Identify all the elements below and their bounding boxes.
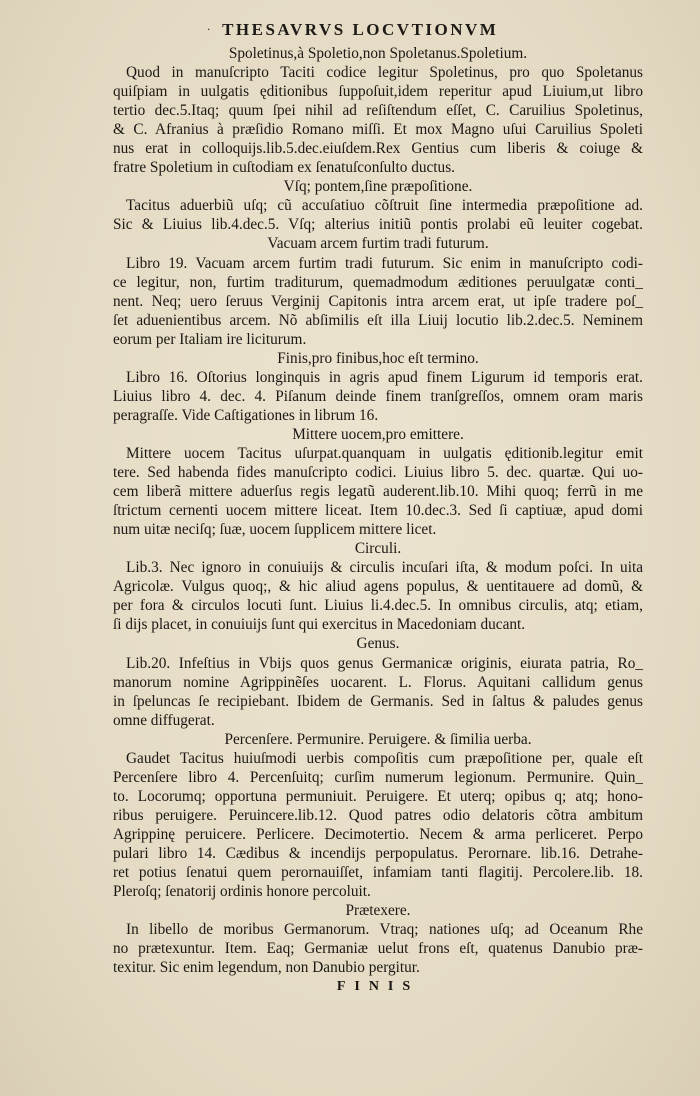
body-line: cem liberã mittere aduerſus regis legatũ auderent.lib.10. Mihi quoq; ferrũ in me: [113, 483, 643, 501]
body-line: tertio dec.5.Itaq; quum ſpei nihil ad reſiſtendum eſſet, C. Caruilius Spoletinus,: [113, 102, 643, 120]
body-line: Percenſere libro 4. Percenſuitq; curſim numerum legionum. Permunire. Quin_: [113, 768, 643, 786]
running-head-title: THESAVRVS LOCVTIONVM: [222, 20, 499, 39]
paragraph-last-line: Pleroſq; ſenatorij ordinis honore percoluit.: [113, 883, 371, 901]
running-head: [0, 20, 700, 40]
section-heading: Genus.: [356, 635, 400, 653]
body-line: ſtrictum cernenti uocem mittere liceat. Item 10.dec.3. Sed ſi captiuæ, apud domi: [113, 502, 643, 520]
paragraph-first-line: Quod in manuſcripto Taciti codice legitur Spoletinus, pro quo Spoletanus: [126, 64, 643, 82]
paragraph-first-line: Lib.3. Nec ignoro in conuiuijs & circulis incuſari iſta, & modum poſci. In uita: [126, 559, 643, 577]
section-heading: Vacuam arcem furtim tradi futurum.: [267, 235, 489, 253]
paragraph-last-line: omne diffugerat.: [113, 711, 215, 729]
body-line: quiſpiam in uulgatis ęditionibus ſuppoſuit,idem reperitur apud Liuium,ut libro: [113, 83, 643, 101]
section-heading: Circuli.: [354, 540, 402, 558]
body-line: ce legitur, non, furtim traditurum, quemadmodum æditiones peruulgatæ conti_: [113, 273, 643, 291]
body-line: in ſpeluncas ſe recipiebant. Ibidem de Germanis. Sed in ſaltus & paludes genus: [113, 692, 643, 710]
body-line: nus erat in colloquijs.lib.5.dec.eiuſdem.Rex Gentius cum liberis & coiuge &: [113, 140, 643, 158]
paragraph-last-line: peragraſſe. Vide Caſtigationes in librum 16.: [113, 406, 379, 424]
paragraph-last-line: fratre Spoletium in cuſtodiam ex ſenatuſconſulto ductus.: [113, 159, 455, 177]
body-line: tere. Sed habenda fides manuſcripto codici. Liuius libro 5. dec. quartæ. Qui uo-: [113, 464, 643, 482]
text-block: [113, 44, 643, 996]
body-line: Agricolæ. Vulgus quoq;, & hic aliud agens populus, & uentitauere ad domũ, &: [113, 578, 643, 596]
running-head-mark: ·: [206, 22, 211, 36]
body-line: to. Locorumq; opportuna permuniuit. Peruigere. Et uterq; opibus q; atq; hono-: [113, 787, 643, 805]
paragraph-first-line: Lib.20. Infeſtius in Vbijs quos genus Germanicæ originis, eiurata patria, Ro_: [126, 654, 643, 672]
body-line: ſet aduenientibus arcem. Nõ abſimilis eſt illa Liuij locutio lib.2.dec.5. Neminem: [113, 311, 643, 329]
paragraph-first-line: Tacitus aduerbiũ uſq; cũ accuſatiuo cõſtruit ſine intermedia præpoſitione ad.: [126, 197, 643, 215]
body-line: nent. Neq; uero ſeruus Verginij Capitonis intra arcem erat, ut ipſe tradere poſ_: [113, 292, 643, 310]
section-heading: Mittere uocem,pro emittere.: [292, 425, 464, 443]
paragraph-last-line: texitur. Sic enim legendum, non Danubio pergitur.: [113, 959, 420, 977]
body-line: Liuius libro 4. dec. 4. Piſanum deinde finem tranſgreſſos, omnem oram maris: [113, 387, 643, 405]
body-line: Agrippinę peruicere. Perlicere. Decimotertio. Necem & arma perliceret. Perpo: [113, 825, 643, 843]
body-line: ribus peruigere. Peruincere.lib.12. Quod patres odio delatoris cõtra ambitum: [113, 806, 643, 824]
paragraph-first-line: Mittere uocem Tacitus uſurpat.quanquam in uulgatis ęditionib.legitur emit: [126, 444, 643, 462]
body-line: per fora & circulos locuti ſunt. Liuius li.4.dec.5. In omnibus circulis, atq; etiam,: [113, 597, 643, 615]
body-line: pulari libro 14. Cædibus & incendijs perpopulatus. Perornare. lib.16. Detrahe-: [113, 844, 643, 862]
paragraph-last-line: eorum per Italiam ire liciturum.: [113, 330, 307, 348]
body-line: no prætexuntur. Item. Eaq; Germaniæ uelut frons eſt, quatenus Danubio præ-: [113, 940, 643, 958]
paragraph-first-line: Libro 19. Vacuam arcem furtim tradi futurum. Sic enim in manuſcripto codi-: [126, 254, 643, 272]
section-heading: Prætexere.: [345, 902, 411, 920]
finis-colophon: FINIS: [336, 979, 420, 995]
paragraph-first-line: Libro 16. Oſtorius longinquis in agris apud finem Ligurum id temporis erat.: [126, 368, 643, 386]
section-heading: Vſq; pontem,ſine præpoſitione.: [283, 178, 473, 196]
body-line: Sic & Liuius lib.4.dec.5. Vſq; alterius initiũ pontis prolabi eũ leuiter cogebat.: [113, 216, 643, 234]
section-heading: Percenſere. Permunire. Peruigere. & ſimilia uerba.: [224, 730, 532, 748]
body-line: ret potius ſenatui quem perornauiſſet, infamiam tanti flagitij. Percolere.lib. 18.: [113, 864, 643, 882]
paragraph-last-line: ſi dijs placet, in conuiuijs ſunt qui exercitus in Macedoniam ducant.: [113, 616, 526, 634]
body-line: & C. Afranius à præſidio Romano miſſi. Et mox Magno uſui Caruilius Spoleti: [113, 121, 643, 139]
section-heading: Finis,pro finibus,hoc eſt termino.: [277, 349, 479, 367]
body-line: manorum nomine Agrippinẽſes uocarent. L. Florus. Aquitani callidum genus: [113, 673, 643, 691]
paragraph-last-line: num uitæ neciſq; ſuæ, uocem ſupplicem mittere licet.: [113, 521, 437, 539]
paragraph-first-line: In libello de moribus Germanorum. Vtraq; nationes uſq; ad Oceanum Rhe: [126, 921, 643, 939]
section-heading: Spoletinus,à Spoletio,non Spoletanus.Spoletium.: [228, 45, 528, 62]
paragraph-first-line: Gaudet Tacitus huiuſmodi uerbis compoſitis cum præpoſitione per, quale eſt: [126, 749, 643, 767]
